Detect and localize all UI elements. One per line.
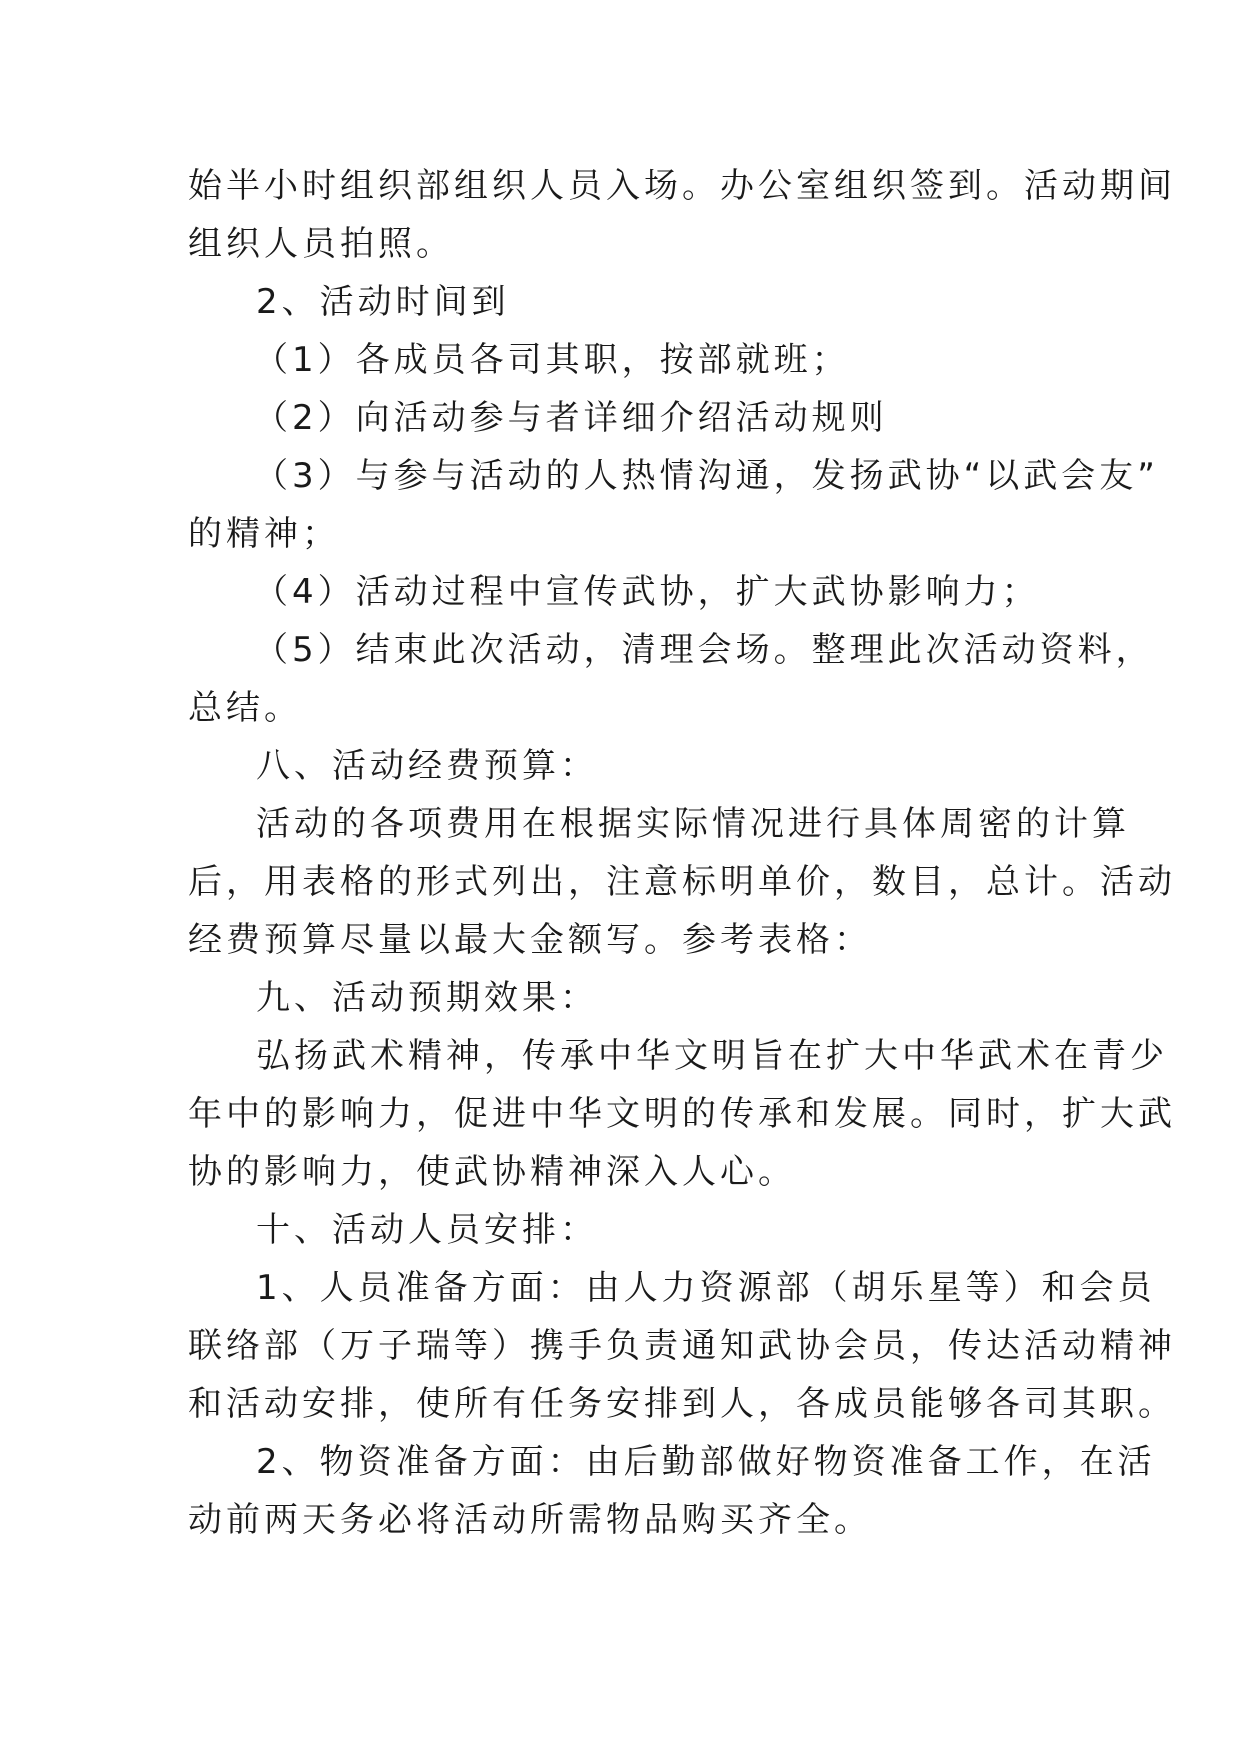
text-line: 的精神； (188, 514, 340, 554)
section-item-heading: 2、活动时间到 (256, 282, 510, 322)
paragraph-line: 2、物资准备方面：由后勤部做好物资准备工作，在活 (256, 1442, 1156, 1482)
section-heading: 十、活动人员安排： (256, 1210, 598, 1250)
paragraph-line: 年中的影响力，促进中华文明的传承和发展。同时，扩大武 (188, 1094, 1176, 1134)
list-item: （4）活动过程中宣传武协，扩大武协影响力； (254, 572, 1040, 612)
paragraph-line: 协的影响力，使武协精神深入人心。 (188, 1152, 796, 1192)
paragraph-line: 1、人员准备方面：由人力资源部（胡乐星等）和会员 (256, 1268, 1156, 1308)
section-heading: 九、活动预期效果： (256, 978, 598, 1018)
paragraph-line: 活动的各项费用在根据实际情况进行具体周密的计算 (256, 804, 1130, 844)
paragraph-line: 经费预算尽量以最大金额写。参考表格： (188, 920, 872, 960)
text-line: 始半小时组织部组织人员入场。办公室组织签到。活动期间 (188, 166, 1176, 206)
paragraph-line: 后，用表格的形式列出，注意标明单价，数目，总计。活动 (188, 862, 1176, 902)
paragraph-line: 联络部（万子瑞等）携手负责通知武协会员，传达活动精神 (188, 1326, 1176, 1366)
paragraph-line: 弘扬武术精神，传承中华文明旨在扩大中华武术在青少 (256, 1036, 1168, 1076)
text-line: 总结。 (188, 688, 302, 728)
list-item: （2）向活动参与者详细介绍活动规则 (254, 398, 888, 438)
list-item: （3）与参与活动的人热情沟通，发扬武协“以武会友” (254, 456, 1159, 496)
paragraph-line: 动前两天务必将活动所需物品购买齐全。 (188, 1500, 872, 1540)
document-body (188, 157, 1176, 1549)
list-item: （1）各成员各司其职，按部就班； (254, 340, 850, 380)
list-item: （5）结束此次活动，清理会场。整理此次活动资料， (254, 630, 1154, 670)
paragraph-line: 和活动安排，使所有任务安排到人，各成员能够各司其职。 (188, 1384, 1176, 1424)
section-heading: 八、活动经费预算： (256, 746, 598, 786)
text-line: 组织人员拍照。 (188, 224, 454, 264)
